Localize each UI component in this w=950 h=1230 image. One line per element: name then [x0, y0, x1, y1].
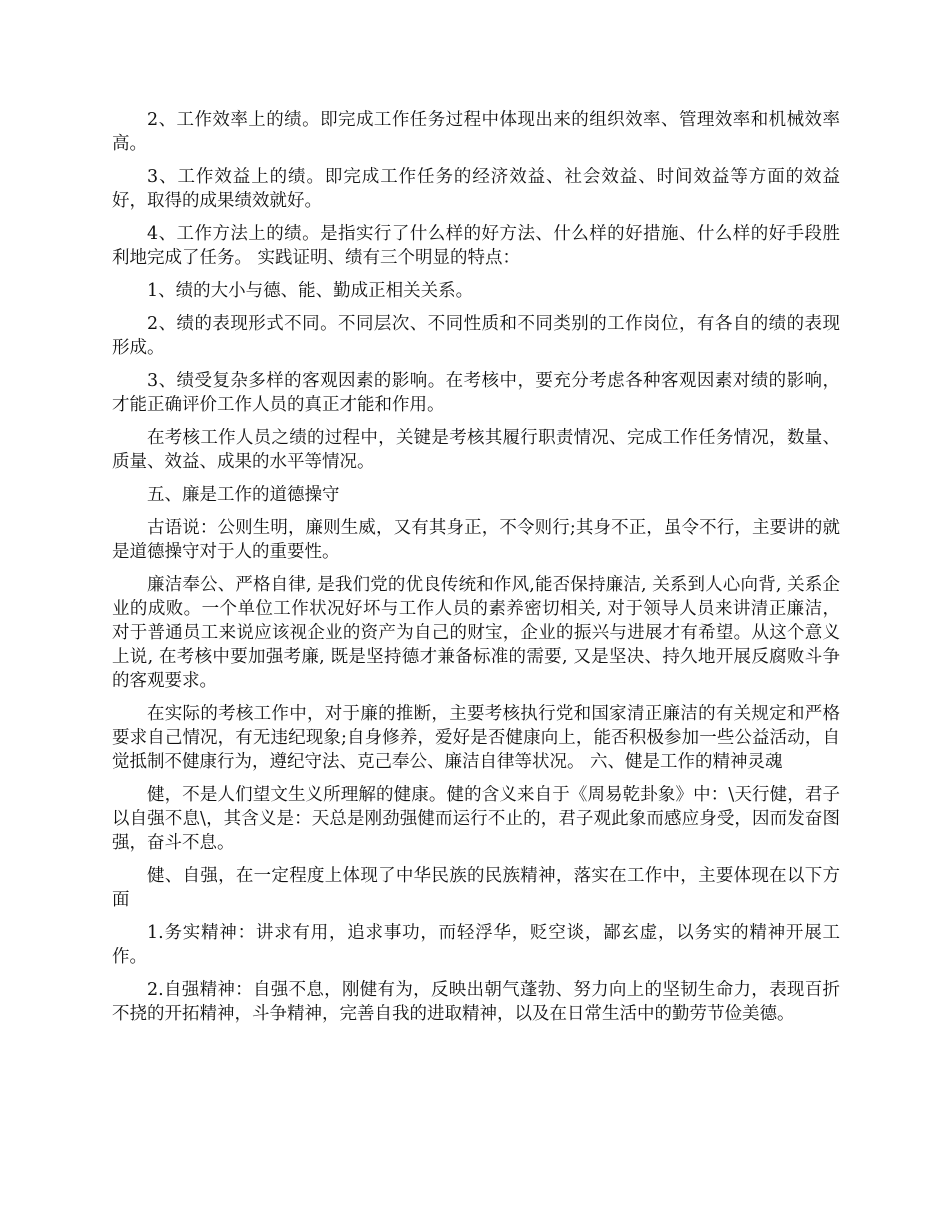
paragraph-proverb: 古语说：公则生明，廉则生威，又有其身正，不令则行;其身不正，虽令不行，主要讲的就是道德操守对于人的重要性。 — [112, 518, 840, 562]
section-heading-integrity: 五、廉是工作的道德操守 — [147, 485, 340, 505]
paragraph-pragmatic-spirit: 1.务实精神：讲求有用，追求事功，而轻浮华，贬空谈，鄙玄虚，以务实的精神开展工作。 — [112, 923, 840, 967]
paragraph-benefit: 3、工作效益上的绩。即完成工作任务的经济效益、社会效益、时间效益等方面的效益好，取得的成果绩效就好。 — [112, 167, 840, 211]
paragraph-feature-1: 1、绩的大小与德、能、勤成正相关关系。 — [147, 281, 474, 301]
paragraph-self-strengthening: 2.自强精神：自强不息，刚健有为，反映出朝气蓬勃、努力向上的坚韧生命力，表现百折不挠的开拓精神，斗争精神，完善自我的进取精神，以及在日常生活中的勤劳节俭美德。 — [112, 980, 840, 1024]
paragraph-feature-3: 3、绩受复杂多样的客观因素的影响。在考核中，要充分考虑各种客观因素对绩的影响，才能正确评价工作人员的真正才能和作用。 — [112, 371, 840, 415]
paragraph-vigor-spirit: 健、自强，在一定程度上体现了中华民族的民族精神，落实在工作中，主要体现在以下方面 — [112, 866, 840, 910]
paragraph-assessment-key: 在考核工作人员之绩的过程中，关键是考核其履行职责情况、完成工作任务情况，数量、质量、效益、成果的水平等情况。 — [112, 428, 840, 472]
paragraph-method: 4、工作方法上的绩。是指实行了什么样的好方法、什么样的好措施、什么样的好手段胜利地完成了任务。 实践证明、绩有三个明显的特点： — [112, 224, 840, 268]
document-page — [112, 108, 840, 1035]
paragraph-integrity-discipline: 廉洁奉公、严格自律, 是我们党的优良传统和作风,能否保持廉洁, 关系到人心向背, 关系企业的成败。一个单位工作状况好坏与工作人员的素养密切相关, 对于领导人员来讲清正廉洁，对于普通员工来说应该视企业的资产为自己的财宝，企业的振兴与进展才有希望。从这个意义上说, 在考核中要加强考廉, 既是坚持德才兼备标准的需要, 又是坚决、持久地开展反腐败斗争的客观要求。 — [112, 575, 840, 691]
paragraph-feature-2: 2、绩的表现形式不同。不同层次、不同性质和不同类别的工作岗位，有各自的绩的表现形成。 — [112, 314, 840, 358]
paragraph-vigor-meaning: 健，不是人们望文生义所理解的健康。健的含义来自于《周易乾卦象》中：\天行健，君子以自强不息\，其含义是：天总是刚劲强健而运行不止的，君子观此象而感应身受，因而发奋图强，奋斗不息。 — [112, 785, 840, 853]
paragraph-integrity-assessment: 在实际的考核工作中，对于廉的推断，主要考核执行党和国家清正廉洁的有关规定和严格要求自己情况，有无违纪现象;自身修养，爱好是否健康向上，能否积极参加一些公益活动，自觉抵制不健康行为，遵纪守法、克己奉公、廉洁自律等状况。 六、健是工作的精神灵魂 — [112, 704, 840, 772]
paragraph-efficiency: 2、工作效率上的绩。即完成工作任务过程中体现出来的组织效率、管理效率和机械效率高。 — [112, 110, 840, 154]
